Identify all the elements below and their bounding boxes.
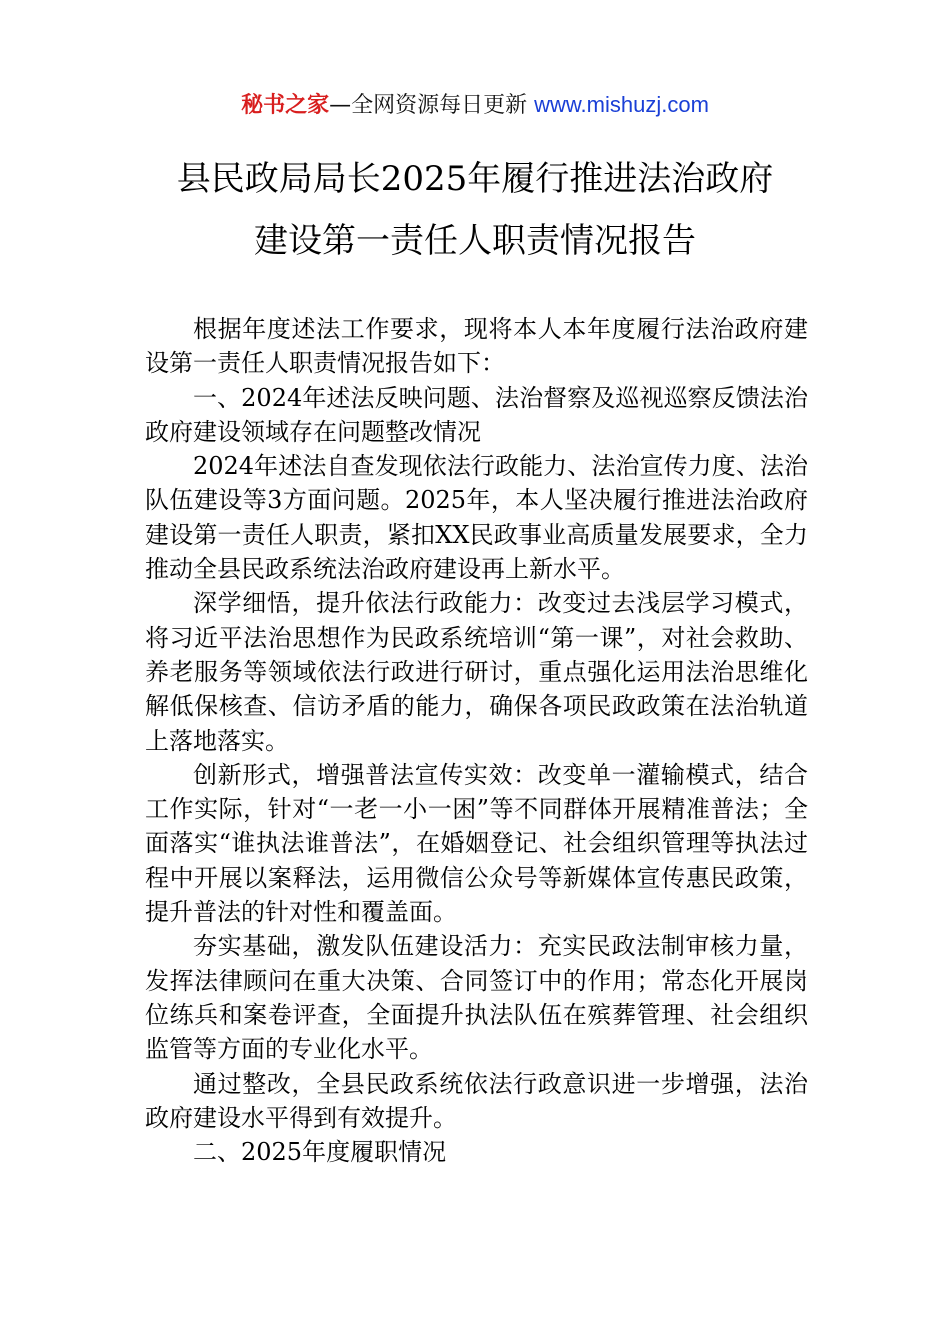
site-url-link[interactable]: www.mishuzj.com bbox=[534, 92, 709, 117]
paragraph-self-check: 2024年述法自查发现依法行政能力、法治宣传力度、法治队伍建设等3方面问题。2025年，本人坚决履行推进法治政府建设第一责任人职责，紧扣XX民政事业高质量发展要求，全力推动全县民政系统法治政府建设再上新水平。 bbox=[145, 452, 808, 584]
document-title bbox=[60, 148, 890, 272]
paragraph-intro: 根据年度述法工作要求，现将本人本年度履行法治政府建设第一责任人职责情况报告如下： bbox=[145, 315, 808, 378]
site-header bbox=[0, 90, 950, 121]
section-heading-2: 二、2025年度履职情况 bbox=[193, 1138, 447, 1167]
paragraph-result: 通过整改，全县民政系统依法行政意识进一步增强，法治政府建设水平得到有效提升。 bbox=[145, 1069, 808, 1132]
paragraph-publicity: 创新形式，增强普法宣传实效：改变单一灌输模式，结合工作实际，针对“一老一小一困”等不同群体开展精准普法；全面落实“谁执法谁普法”，在婚姻登记、社会组织管理等执法过程中开展以案释法，运用微信公众号等新媒体宣传惠民政策，提升普法的针对性和覆盖面。 bbox=[145, 760, 808, 927]
document-body bbox=[145, 312, 808, 1169]
section-heading-1: 一、2024年述法反映问题、法治督察及巡视巡察反馈法治政府建设领域存在问题整改情况 bbox=[145, 383, 808, 446]
site-tagline: —全网资源每日更新 bbox=[329, 93, 528, 118]
site-brand: 秘书之家 bbox=[241, 93, 330, 118]
paragraph-study: 深学细悟，提升依法行政能力：改变过去浅层学习模式，将习近平法治思想作为民政系统培训“第一课”，对社会救助、养老服务等领域依法行政进行研讨，重点强化运用法治思维化解低保核查、信访矛盾的能力，确保各项民政政策在法治轨道上落地落实。 bbox=[145, 589, 808, 755]
document-title-line-2: 建设第一责任人职责情况报告 bbox=[254, 221, 696, 261]
document-title-line-1: 县民政局局长2025年履行推进法治政府 bbox=[176, 159, 774, 199]
paragraph-team: 夯实基础，激发队伍建设活力：充实民政法制审核力量，发挥法律顾问在重大决策、合同签订中的作用；常态化开展岗位练兵和案卷评查，全面提升执法队伍在殡葬管理、社会组织监管等方面的专业化水平。 bbox=[145, 932, 808, 1064]
